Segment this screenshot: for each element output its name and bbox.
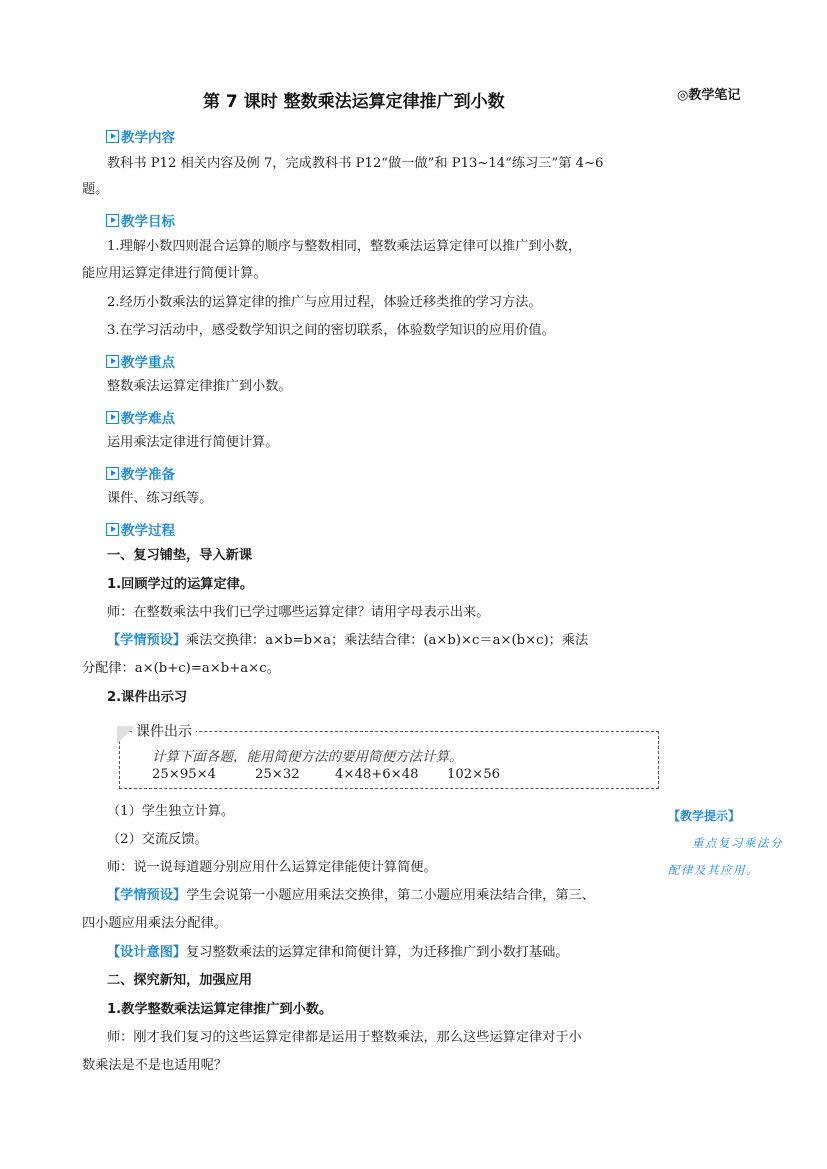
section-heading-label: 教学过程 xyxy=(121,523,175,539)
section-heading-difficulty xyxy=(106,407,175,427)
part-title: 一、复习铺垫，导入新课 xyxy=(107,548,253,563)
teacher-line: 数乘法是不是也适用呢？ xyxy=(82,1058,228,1073)
teacher-line: 师：说一说每道题分别应用什么运算定律能使计算简便。 xyxy=(107,860,437,875)
goal-line: 能应用运算定律进行简便计算。 xyxy=(82,266,267,281)
section-heading-label: 教学目标 xyxy=(121,214,175,230)
goal-line: 2.经历小数乘法的运算定律的推广与应用过程，体验迁移类推的学习方法。 xyxy=(107,295,542,310)
section-heading-label: 教学难点 xyxy=(121,411,175,427)
exercise-item: 25×32 xyxy=(255,767,300,782)
play-icon xyxy=(106,355,119,368)
play-icon xyxy=(106,214,119,227)
step-title: 1.回顾学过的运算定律。 xyxy=(107,577,254,592)
sidebar-hint-tag: 【教学提示】 xyxy=(668,809,741,823)
preset-text: 乘法交换律：a×b=b×a；乘法结合律：(a×b)×c＝a×(b×c)；乘法 xyxy=(186,633,589,648)
preset-line: 四小题应用乘法分配律。 xyxy=(82,916,228,931)
play-icon xyxy=(106,130,119,143)
exercise-row xyxy=(152,767,500,782)
content-line: 教科书 P12 相关内容及例 7，完成教科书 P12“做一做”和 P13~14“练习三”第 4~6 xyxy=(107,156,604,171)
section-heading-prep xyxy=(106,463,175,483)
exercise-item: 102×56 xyxy=(447,767,501,782)
section-heading-process xyxy=(106,519,175,539)
step-title: 1.教学整数乘法运算定律推广到小数。 xyxy=(107,1002,333,1017)
design-tag: 【设计意图】 xyxy=(107,945,187,960)
design-text: 复习整数乘法的运算定律和简便计算，为迁移推广到小数打基础。 xyxy=(186,945,569,960)
exercise-item: 25×95×4 xyxy=(152,767,217,782)
section-heading-key xyxy=(106,351,175,371)
goal-line: 3.在学习活动中，感受数学知识之间的密切联系，体验数学知识的应用价值。 xyxy=(107,323,555,338)
section-heading-content xyxy=(106,126,175,146)
section-heading-goals xyxy=(106,210,175,230)
page-title: 第 7 课时 整数乘法运算定律推广到小数 xyxy=(203,92,505,112)
sub-step: （2）交流反馈。 xyxy=(107,832,208,847)
part-title: 二、探究新知，加强应用 xyxy=(107,973,253,988)
exercise-item: 4×48+6×48 xyxy=(335,767,419,782)
preset-tag: 【学情预设】 xyxy=(107,888,187,903)
preset-tag: 【学情预设】 xyxy=(107,633,187,648)
step-title: 2.课件出示习 xyxy=(107,690,188,705)
preset-line xyxy=(107,887,595,904)
courseware-instruction: 计算下面各题，能用简便方法的要用简便方法计算。 xyxy=(152,749,463,765)
goal-line: 1.理解小数四则混合运算的顺序与整数相同，整数乘法运算定律可以推广到小数， xyxy=(107,239,582,254)
preset-line xyxy=(107,632,588,649)
teacher-line: 师：刚才我们复习的这些运算定律都是运用于整数乘法，那么这些运算定律对于小 xyxy=(107,1030,582,1045)
play-icon xyxy=(106,411,119,424)
prep-text: 课件、练习纸等。 xyxy=(107,491,213,506)
key-text: 整数乘法运算定律推广到小数。 xyxy=(107,379,292,394)
section-heading-label: 教学内容 xyxy=(121,130,175,146)
sidebar-hint-line: 配律及其应用。 xyxy=(668,863,759,877)
section-heading-label: 教学准备 xyxy=(121,467,175,483)
preset-text: 学生会说第一小题应用乘法交换律，第二小题应用乘法结合律，第三、 xyxy=(186,888,595,903)
courseware-corner xyxy=(117,726,135,744)
play-icon xyxy=(106,523,119,536)
notes-heading: ◎教学笔记 xyxy=(677,88,741,103)
courseware-title: 课件出示 xyxy=(134,721,196,741)
sidebar-hint-line: 重点复习乘法分 xyxy=(692,836,783,850)
teacher-line: 师：在整数乘法中我们已学过哪些运算定律？请用字母表示出来。 xyxy=(107,605,490,620)
difficulty-text: 运用乘法定律进行简便计算。 xyxy=(107,435,279,450)
content-line: 题。 xyxy=(82,182,109,197)
sub-step: （1）学生独立计算。 xyxy=(107,804,235,819)
section-heading-label: 教学重点 xyxy=(121,355,175,371)
design-line xyxy=(107,944,569,961)
play-icon xyxy=(106,467,119,480)
preset-line: 分配律：a×(b+c)=a×b+a×c。 xyxy=(82,661,280,676)
